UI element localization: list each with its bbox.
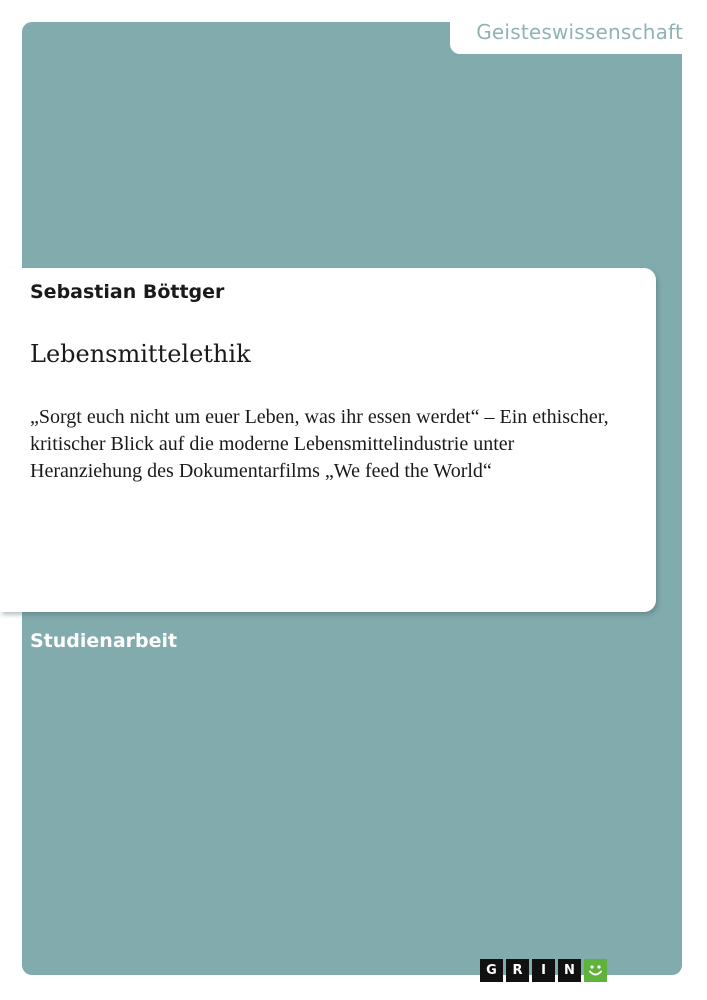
logo-letter-g: G xyxy=(480,959,503,982)
category-label: Geisteswissenschaft xyxy=(476,20,683,44)
smiley-icon xyxy=(584,959,607,982)
document-type: Studienarbeit xyxy=(30,630,178,652)
book-title: Lebensmittelethik xyxy=(30,340,251,368)
grin-logo xyxy=(480,959,607,982)
book-subtitle: „Sorgt euch nicht um euer Leben, was ihr essen werdet“ – Ein ethischer, kritischer Blick auf die moderne Lebensmittelindustrie unter Heranziehung des Dokumentarfilms „We feed the World“ xyxy=(30,406,609,482)
logo-letter-i: I xyxy=(532,959,555,982)
logo-letter-n: N xyxy=(558,959,581,982)
logo-letter-r: R xyxy=(506,959,529,982)
author-name: Sebastian Böttger xyxy=(30,281,225,303)
